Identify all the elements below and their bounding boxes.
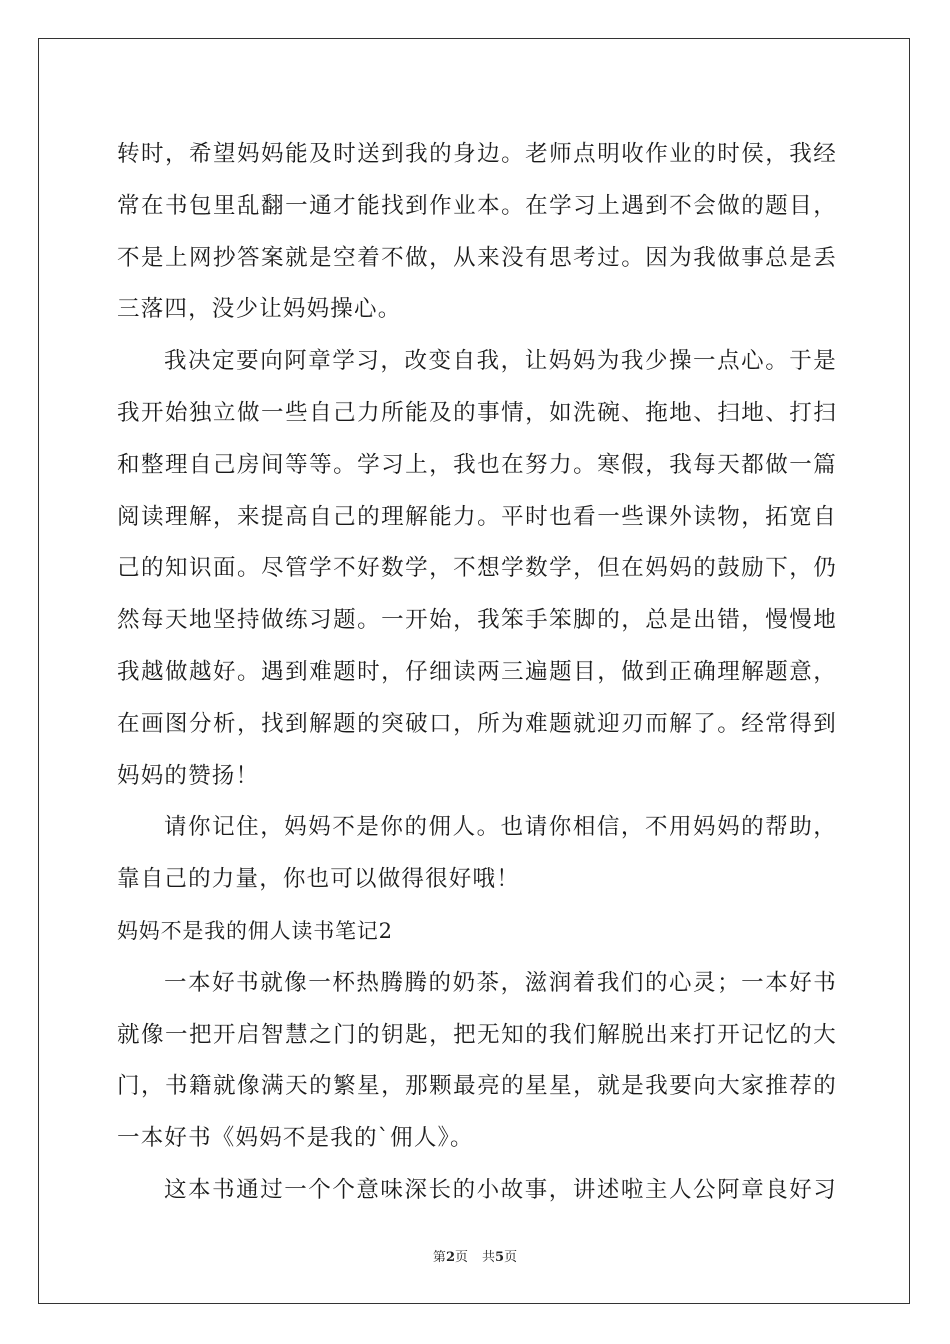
total-label-prefix: 共 <box>482 1250 496 1265</box>
text-line: 转时，希望妈妈能及时送到我的身边。老师点明收作业的时侯，我经 <box>117 141 837 167</box>
text-line: 就像一把开启智慧之门的钥匙，把无知的我们解脱出来打开记忆的大 <box>117 1021 837 1048</box>
text-line: 常在书包里乱翻一通才能找到作业本。在学习上遇到不会做的题目， <box>117 192 837 219</box>
text-line: 靠自己的力量，你也可以做得很好哦！ <box>117 866 520 893</box>
text-line: 阅读理解，来提高自己的理解能力。平时也看一些课外读物，拓宽自 <box>117 503 837 530</box>
text-line: 在画图分析，找到解题的突破口，所为难题就迎刃而解了。经常得到 <box>117 710 837 737</box>
total-pages: 5 <box>495 1250 505 1265</box>
page-label-prefix: 第 <box>432 1250 446 1265</box>
text-line: 和整理自己房间等等。学习上，我也在努力。寒假，我每天都做一篇 <box>117 451 837 478</box>
total-label-suffix: 页 <box>504 1250 518 1265</box>
page-label-suffix: 页 <box>454 1250 468 1265</box>
text-line: 不是上网抄答案就是空着不做，从来没有思考过。因为我做事总是丢 <box>117 244 837 271</box>
page-footer <box>0 1246 950 1265</box>
section-title: 妈妈不是我的佣人读书笔记2 <box>117 918 393 943</box>
text-line: 己的知识面。尽管学不好数学，不想学数学，但在妈妈的鼓励下，仍 <box>117 555 837 582</box>
text-line: 三落四，没少让妈妈操心。 <box>117 296 402 323</box>
text-line: 我开始独立做一些自己力所能及的事情，如洗碗、拖地、扫地、打扫 <box>117 399 837 426</box>
text-line: 我越做越好。遇到难题时，仔细读两三遍题目，做到正确理解题意， <box>117 658 837 685</box>
document-body <box>117 129 837 1217</box>
page-number: 2 <box>445 1250 455 1265</box>
text-line: 门，书籍就像满天的繁星，那颗最亮的星星，就是我要向大家推荐的 <box>117 1073 837 1100</box>
paragraph-first-line: 我决定要向阿章学习，改变自我，让妈妈为我少操一点心。于是 <box>164 348 837 375</box>
paragraph-first-line: 请你记住，妈妈不是你的佣人。也请你相信，不用妈妈的帮助， <box>164 814 837 841</box>
text-line: 一本好书《妈妈不是我的`佣人》。 <box>117 1125 474 1152</box>
text-line: 然每天地坚持做练习题。一开始，我笨手笨脚的，总是出错，慢慢地 <box>117 607 837 634</box>
text-line: 妈妈的赞扬！ <box>117 762 260 789</box>
paragraph-first-line: 这本书通过一个个意味深长的小故事，讲述啦主人公阿章良好习 <box>164 1176 837 1203</box>
paragraph-first-line: 一本好书就像一杯热腾腾的奶茶，滋润着我们的心灵；一本好书 <box>164 969 837 996</box>
